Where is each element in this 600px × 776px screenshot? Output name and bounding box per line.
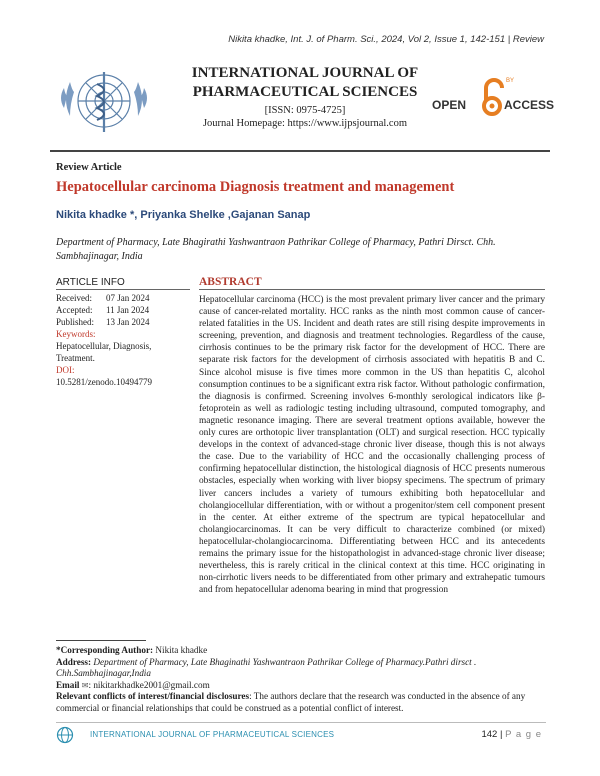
received-label: Received: bbox=[56, 293, 92, 303]
footnote-divider bbox=[56, 640, 146, 641]
running-head: Nikita khadke, Int. J. of Pharm. Sci., 2024, Vol 2, Issue 1, 142-151 | Review bbox=[228, 34, 544, 45]
footer-journal-name: INTERNATIONAL JOURNAL OF PHARMACEUTICAL SCIENCES bbox=[90, 730, 335, 739]
abstract-heading: ABSTRACT bbox=[199, 276, 545, 290]
published-row bbox=[56, 316, 192, 328]
open-access-logo bbox=[432, 76, 555, 122]
article-info-heading: ARTICLE INFO bbox=[56, 277, 190, 290]
conflicts-line bbox=[56, 691, 546, 714]
open-access-access-text: ACCESS bbox=[504, 98, 555, 112]
conflicts-label: Relevant conflicts of interest/financial disclosures bbox=[56, 691, 250, 702]
doi-value[interactable]: 10.5281/zenodo.10494779 bbox=[56, 377, 152, 387]
accepted-row bbox=[56, 304, 192, 316]
footer-divider bbox=[56, 722, 546, 723]
open-access-open-text: OPEN bbox=[432, 98, 467, 112]
open-access-superscript: BY bbox=[506, 78, 515, 84]
article-type: Review Article bbox=[56, 162, 122, 173]
keywords-value: Hepatocellular, Diagnosis, Treatment. bbox=[56, 341, 152, 363]
conflicts-value: : The authors declare that the research was conducted in the absence of any commercial or financial relationships that could be construed as a potential conflict of interest. bbox=[56, 691, 526, 713]
globe-icon bbox=[56, 726, 74, 744]
published-date: 13 Jan 2024 bbox=[106, 317, 150, 327]
page-number: 142 | P a g e bbox=[481, 729, 542, 740]
received-date: 07 Jan 2024 bbox=[106, 293, 150, 303]
journal-emblem-logo bbox=[50, 58, 158, 144]
abstract-text: Hepatocellular carcinoma (HCC) is the most prevalent primary liver cancer and the primary cause of cancer-related mortality. HCC ranks as the ninth most common cause of cancer-related fatalities in the US. Incident and death rates are still rising despite improvements in screening, prevention, and diagnosis and treatment technologies. Regardless of the cause, cirrhosis continues to be the primary risk factor for the development of HCC. There are separate risk factors for the development of cirrhosis associated with hepatitis B and C. Since alcohol misuse is five times more common in the US than hepatitis C, alcohol consumption continues to be a significant extra risk factor. Without pathologic confirmation, the diagnosis is confirmed. Screening involves 6-monthly serological indicators like β-fetoprotein as well as radiologic testing including ultrasound, computed tomography, and magnetic resonance imaging. There are several treatment options available, however the only cures are orthotopic liver transplantation (OLT) and surgical resection. HCC typically develops in the context of advanced-stage chronic liver disease, though this is not always the case. Due to the variability of HCC and the occasionally challenging process of confirming hepatocellular distinction, the histological diagnosis of HCC presents numerous obstacles, especially when working with liver biopsy specimens. The spectrum of primary liver cancers includes a variety of tumours exhibiting both hepatocellular and cholangiocellular differentiation, with or without a progenitor/stem cell component present in the center. At either extreme of the spectrum are typical hepatocellular and cholangiocarcinomas. It can be very difficult to characterize combined (or mixed) hepatocellular-cholangiocarcinoma. Differentiating between HCC and its antecedents remains the primary issue for the histopathologist in advanced-stage chronic liver disease; nevertheless, this is rarely critical in the clinical context at this time. HCC originating in non-cirrhotic livers needs to be differentiated from other primary and extrahepatic tumours and from hepatocellular adenoma bearing in mind that progression bbox=[199, 295, 545, 596]
accepted-label: Accepted: bbox=[56, 305, 93, 315]
corresponding-name: Nikita khadke bbox=[155, 645, 208, 655]
doi-label: DOI: bbox=[56, 365, 75, 375]
header-divider bbox=[50, 150, 550, 152]
accepted-date: 11 Jan 2024 bbox=[106, 305, 150, 315]
address-line bbox=[56, 657, 546, 680]
article-title: Hepatocellular carcinoma Diagnosis treatment and management bbox=[56, 179, 455, 195]
address-value: Department of Pharmacy, Late Bhaginathi Yashwantraon Pathrikar College of Pharmacy.Pathri dirsct . Chh.Sambhajinagar,India bbox=[56, 656, 477, 679]
corresponding-label: *Corresponding Author: bbox=[56, 645, 154, 655]
journal-title-line-2: PHARMACEUTICAL SCIENCES bbox=[192, 84, 418, 100]
address-label: Address: bbox=[56, 656, 92, 667]
page-number-value: 142 bbox=[481, 729, 498, 740]
page-word: P a g e bbox=[505, 729, 542, 740]
mail-icon: ✉ bbox=[81, 680, 89, 690]
article-affiliation: Department of Pharmacy, Late Bhagirathi Yashwantraon Pathrikar College of Pharmacy, Pathri Dirsct. Chh. Sambhajinagar, India bbox=[56, 237, 496, 262]
journal-homepage[interactable]: Journal Homepage: https://www.ijpsjournal.com bbox=[202, 118, 408, 129]
keywords-label: Keywords: bbox=[56, 329, 96, 339]
corresponding-author bbox=[56, 645, 546, 657]
published-label: Published: bbox=[56, 317, 95, 327]
journal-issn: [ISSN: 0975-4725] bbox=[264, 105, 346, 116]
article-info-panel bbox=[56, 292, 192, 388]
email-value[interactable]: : nikitarkhadke2001@gmail.com bbox=[88, 679, 210, 690]
email-line bbox=[56, 680, 546, 692]
journal-title-line-1: INTERNATIONAL JOURNAL OF bbox=[191, 65, 419, 81]
article-authors: Nikita khadke *, Priyanka Shelke ,Gajanan Sanap bbox=[56, 209, 311, 221]
footnotes bbox=[56, 645, 546, 715]
received-row bbox=[56, 292, 192, 304]
email-label: Email bbox=[56, 679, 80, 690]
journal-masthead bbox=[170, 58, 440, 144]
